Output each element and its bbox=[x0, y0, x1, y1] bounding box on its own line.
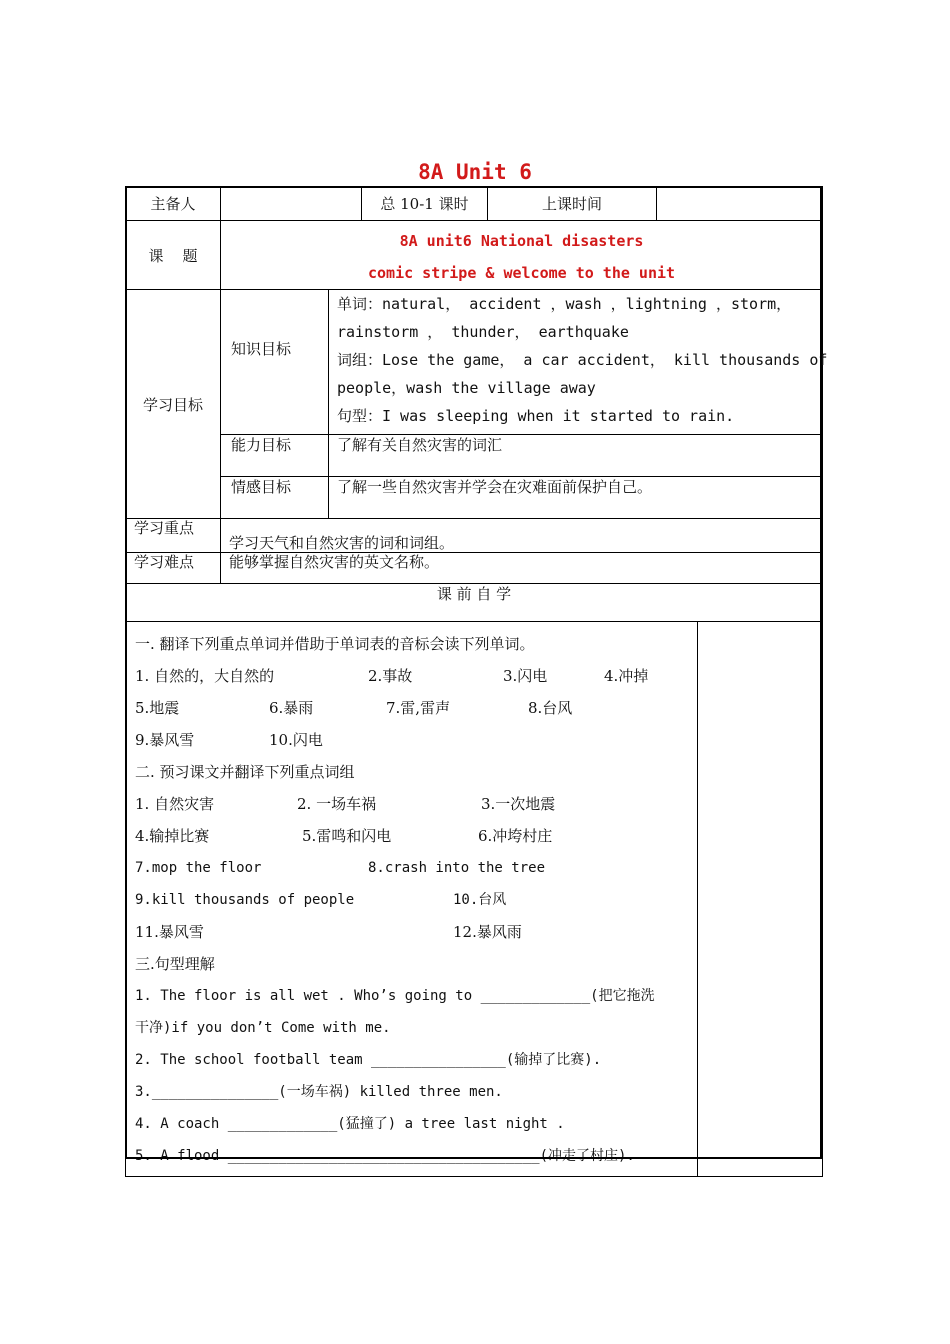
phrase-item: 5.雷鸣和闪电 bbox=[302, 827, 392, 845]
difficulties-text: 能够掌握自然灾害的英文名称。 bbox=[221, 553, 823, 584]
notes-column bbox=[698, 622, 823, 1177]
word-item: 4.冲掉 bbox=[604, 667, 649, 685]
knowledge-line: 词组：Lose the game， a car accident， kill thousands of bbox=[337, 351, 828, 369]
knowledge-goal-label: 知识目标 bbox=[221, 290, 329, 435]
word-item: 10.闪电 bbox=[269, 731, 323, 749]
phrase-item: 11.暴风雪 bbox=[135, 923, 204, 941]
class-time-label: 上课时间 bbox=[488, 187, 657, 221]
emotion-goal-label: 情感目标 bbox=[221, 477, 329, 519]
word-item: 1. 自然的，大自然的 bbox=[135, 667, 275, 685]
lesson-title-line1: 8A unit6 National disasters bbox=[399, 232, 644, 250]
topic-label: 课 题 bbox=[126, 221, 221, 290]
class-time-value bbox=[657, 187, 823, 221]
part3-title: 三.句型理解 bbox=[135, 955, 215, 973]
sentence-line: 4. A coach _____________(猛撞了) a tree last night . bbox=[135, 1116, 565, 1132]
phrase-item: 8.crash into the tree bbox=[368, 860, 546, 876]
phrase-item: 9.kill thousands of people bbox=[135, 892, 355, 908]
learning-goals-label: 学习目标 bbox=[126, 290, 221, 519]
word-item: 2.事故 bbox=[368, 667, 413, 685]
phrase-item: 7.mop the floor bbox=[135, 860, 262, 876]
sentence-line: 1. The floor is all wet . Who’s going to _____________(把它拖洗 bbox=[135, 988, 655, 1004]
sentence-line: 5. A flood _____________________________________(冲走了村庄). bbox=[135, 1148, 635, 1164]
period-label: 总 10-1 课时 bbox=[362, 187, 488, 221]
knowledge-line: rainstorm ， thunder， earthquake bbox=[337, 323, 629, 341]
phrase-item: 10.台风 bbox=[453, 892, 507, 908]
sentence-line: 3._______________(一场车祸) killed three men. bbox=[135, 1084, 503, 1100]
key-points-label: 学习重点 bbox=[126, 519, 221, 553]
knowledge-line: 句型：I was sleeping when it started to rain. bbox=[337, 407, 735, 425]
part2-title: 二. 预习课文并翻译下列重点词组 bbox=[135, 763, 355, 781]
ability-goal-text: 了解有关自然灾害的词汇 bbox=[329, 435, 823, 477]
word-item: 9.暴风雪 bbox=[135, 731, 195, 749]
word-item: 7.雷,雷声 bbox=[386, 699, 451, 717]
phrase-item: 6.冲垮村庄 bbox=[478, 827, 553, 845]
word-item: 8.台风 bbox=[528, 699, 573, 717]
phrase-item: 1. 自然灾害 bbox=[135, 795, 215, 813]
knowledge-line: people，wash the village away bbox=[337, 379, 596, 397]
key-points-text: 学习天气和自然灾害的词和词组。 bbox=[221, 519, 823, 553]
word-item: 5.地震 bbox=[135, 699, 180, 717]
word-item: 6.暴雨 bbox=[269, 699, 314, 717]
word-item: 3.闪电 bbox=[503, 667, 548, 685]
knowledge-line: 单词：natural， accident ，wash ，lightning ，storm， bbox=[337, 295, 792, 313]
phrase-item: 4.输掉比赛 bbox=[135, 827, 210, 845]
difficulties-label: 学习难点 bbox=[126, 553, 221, 584]
emotion-goal-text: 了解一些自然灾害并学会在灾难面前保护自己。 bbox=[329, 477, 823, 519]
lesson-title-line2: comic stripe & welcome to the unit bbox=[367, 264, 676, 282]
knowledge-goal-content bbox=[329, 290, 828, 435]
phrase-item: 12.暴风雨 bbox=[453, 923, 522, 941]
preparer-label: 主备人 bbox=[126, 187, 221, 221]
phrase-item: 3.一次地震 bbox=[481, 795, 556, 813]
sentence-line: 干净)if you don’t Come with me. bbox=[135, 1020, 391, 1036]
lesson-title bbox=[221, 221, 823, 290]
preview-exercises bbox=[126, 622, 698, 1177]
ability-goal-label: 能力目标 bbox=[221, 435, 329, 477]
sentence-line: 2. The school football team ________________(输掉了比赛). bbox=[135, 1052, 602, 1068]
part1-title: 一. 翻译下列重点单词并借助于单词表的音标会读下列单词。 bbox=[135, 635, 535, 653]
phrase-item: 2. 一场车祸 bbox=[297, 795, 377, 813]
lesson-plan-table bbox=[125, 186, 828, 1177]
preparer-value bbox=[221, 187, 362, 221]
preview-heading: 课 前 自 学 bbox=[126, 584, 823, 622]
document-title: 8A Unit 6 bbox=[418, 160, 532, 184]
